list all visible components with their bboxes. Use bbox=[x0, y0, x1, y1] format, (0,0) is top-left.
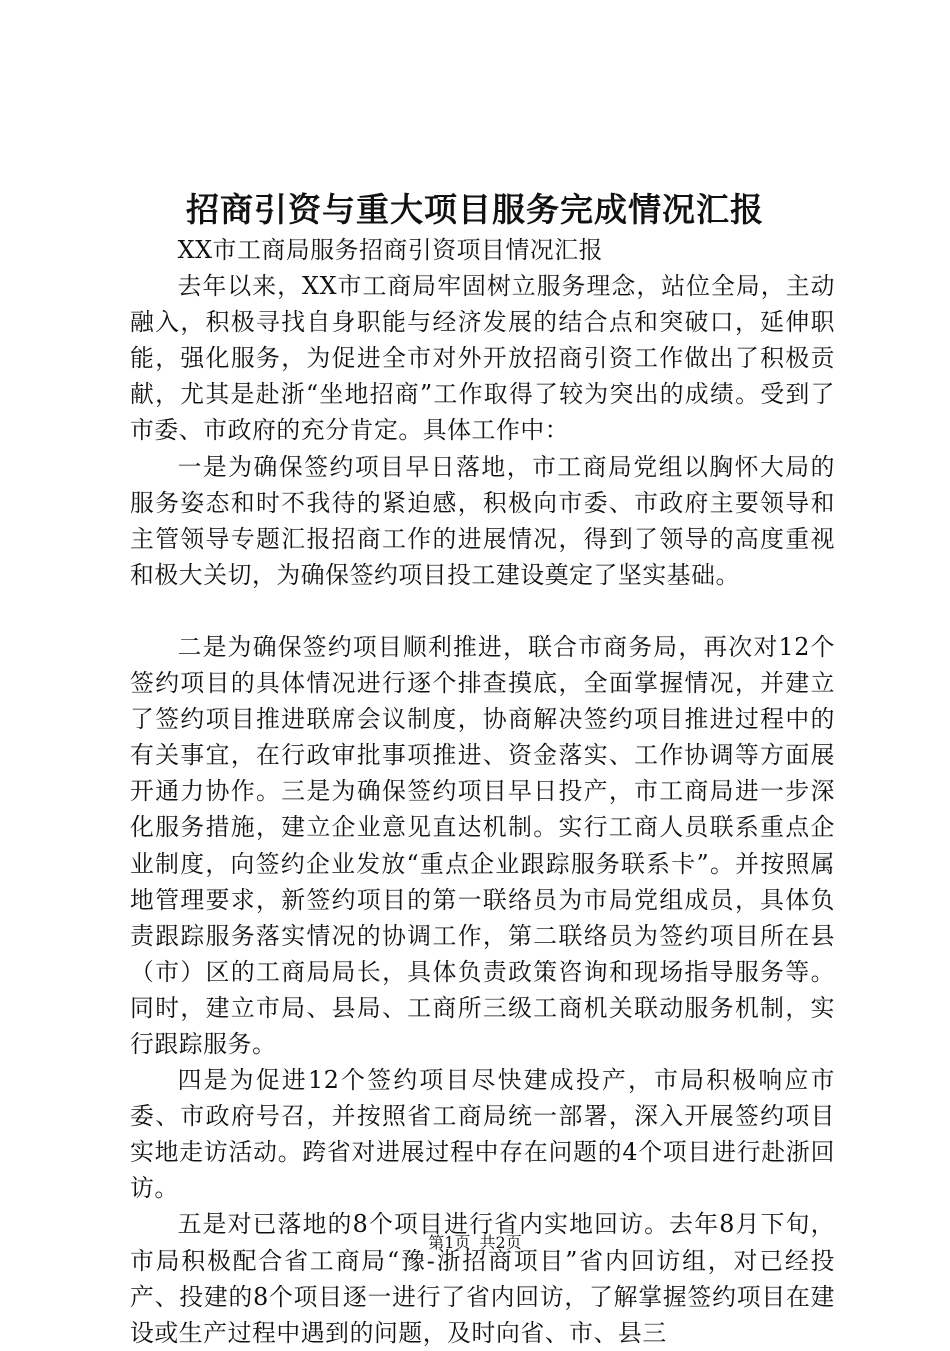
page-footer bbox=[0, 1233, 950, 1253]
paragraph-item-two-three: 二是为确保签约项目顺利推进，联合市商务局，再次对12个签约项目的具体情况进行逐个排查摸底，全面掌握情况，并建立了签约项目推进联席会议制度，协商解决签约项目推进过程中的有关事宜，在行政审批事项推进、资金落实、工作协调等方面展开通力协作。三是为确保签约项目早日投产，市工商局进一步深化服务措施，建立企业意见直达机制。实行工商人员联系重点企业制度，向签约企业发放“重点企业跟踪服务联系卡”。并按照属地管理要求，新签约项目的第一联络员为市局党组成员，具体负责跟踪服务落实情况的协调工作，第二联络员为签约项目所在县（市）区的工商局局长，具体负责政策咨询和现场指导服务等。同时，建立市局、县局、工商所三级工商机关联动服务机制，实行跟踪服务。 bbox=[130, 632, 835, 1058]
paragraph-item-four: 四是为促进12个签约项目尽快建成投产，市局积极响应市委、市政府号召，并按照省工商局统一部署，深入开展签约项目实地走访活动。跨省对进展过程中存在问题的4个项目进行赴浙回访。 bbox=[130, 1066, 835, 1203]
paragraph-item-five: 五是对已落地的8个项目进行省内实地回访。去年8月下旬，市局积极配合省工商局“豫-浙招商项目”省内回访组，对已经投产、投建的8个项目逐一进行了省内回访，了解掌握签约项目在建设或生产过程中遇到的问题，及时向省、市、县三 bbox=[130, 1210, 835, 1347]
intro-paragraph: 去年以来，XX市工商局牢固树立服务理念，站位全局，主动融入，积极寻找自身职能与经济发展的结合点和突破口，延伸职能，强化服务，为促进全市对外开放招商引资工作做出了积极贡献，尤其是赴浙“坐地招商”工作取得了较为突出的成绩。受到了市委、市政府的充分肯定。具体工作中： bbox=[130, 272, 835, 445]
paragraph-item-one: 一是为确保签约项目早日落地，市工商局党组以胸怀大局的服务姿态和时不我待的紧迫感，积极向市委、市政府主要领导和主管领导专题汇报招商工作的进展情况，得到了领导的高度重视和极大关切，为确保签约项目投工建设奠定了坚实基础。 bbox=[130, 452, 835, 589]
page-number: 第1页 bbox=[428, 1233, 471, 1252]
document-body bbox=[130, 232, 835, 1351]
document-title: 招商引资与重大项目服务完成情况汇报 bbox=[186, 190, 764, 229]
subtitle-paragraph: XX市工商局服务招商引资项目情况汇报 bbox=[177, 236, 604, 264]
page-total: 共2页 bbox=[479, 1233, 522, 1252]
